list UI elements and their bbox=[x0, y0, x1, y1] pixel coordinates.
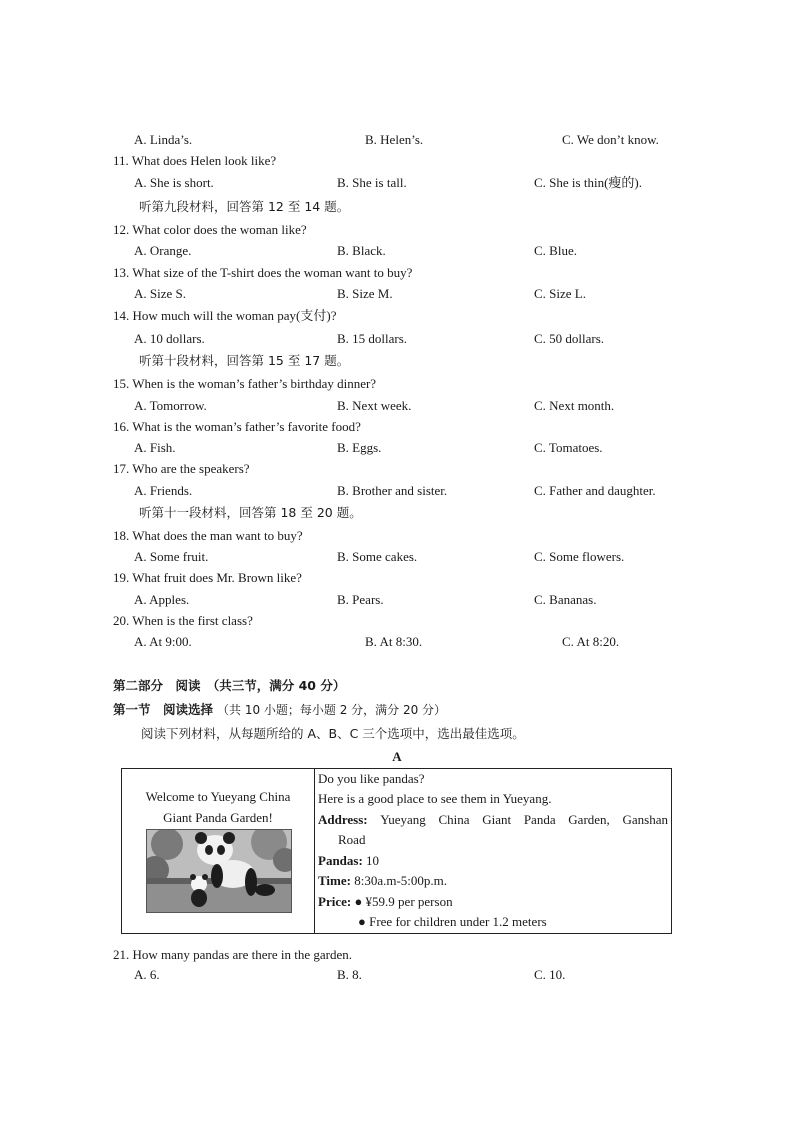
q19-stem: 19. What fruit does Mr. Brown like? bbox=[113, 570, 302, 585]
section1-instruction: 阅读下列材料，从每题所给的 A、B、C 三个选项中，选出最佳选项。 bbox=[141, 726, 525, 741]
panda-garden-ad bbox=[121, 768, 672, 934]
q13-stem: 13. What size of the T-shirt does the woman want to buy? bbox=[113, 265, 413, 280]
q14-option-b: B. 15 dollars. bbox=[337, 331, 408, 346]
q10-option-c: C. We don’t know. bbox=[562, 132, 659, 147]
address-word: Garden, bbox=[568, 812, 610, 827]
q21-option-b: B. 8. bbox=[337, 967, 362, 982]
instruction-section-11: 听第十一段材料，回答第 18 至 20 题。 bbox=[139, 505, 362, 520]
ad-welcome-line-1: Welcome to Yueyang China bbox=[145, 789, 291, 804]
q12-option-a: A. Orange. bbox=[134, 243, 192, 258]
price-item-1: ● ¥59.9 per person bbox=[354, 894, 453, 909]
q14-option-c: C. 50 dollars. bbox=[534, 331, 605, 346]
ad-address-continued: Road bbox=[338, 832, 366, 847]
pandas-value: 10 bbox=[366, 853, 380, 868]
q18-option-c: C. Some flowers. bbox=[534, 549, 625, 564]
instruction-section-10: 听第十段材料，回答第 15 至 17 题。 bbox=[139, 353, 350, 368]
q19-option-a: A. Apples. bbox=[134, 592, 190, 607]
q15-option-a: A. Tomorrow. bbox=[134, 398, 207, 413]
q13-option-b: B. Size M. bbox=[337, 286, 393, 301]
q15-stem: 15. When is the woman’s father’s birthday dinner? bbox=[113, 376, 377, 391]
q20-stem: 20. When is the first class? bbox=[113, 613, 253, 628]
q10-option-a: A. Linda’s. bbox=[134, 132, 193, 147]
time-label: Time: bbox=[318, 873, 351, 888]
q17-option-b: B. Brother and sister. bbox=[337, 483, 448, 498]
q15-option-b: B. Next week. bbox=[337, 398, 412, 413]
q16-option-b: B. Eggs. bbox=[337, 440, 382, 455]
q12-option-c: C. Blue. bbox=[534, 243, 577, 258]
q20-option-a: A. At 9:00. bbox=[134, 634, 192, 649]
ad-pandas-line bbox=[318, 851, 379, 871]
q13-option-a: A. Size S. bbox=[134, 286, 186, 301]
price-item-2: ● Free for children under 1.2 meters bbox=[358, 914, 547, 929]
address-word: China bbox=[438, 812, 470, 827]
q12-stem: 12. What color does the woman like? bbox=[113, 222, 307, 237]
q18-option-a: A. Some fruit. bbox=[134, 549, 209, 564]
q16-option-c: C. Tomatoes. bbox=[534, 440, 603, 455]
q19-option-c: C. Bananas. bbox=[534, 592, 597, 607]
address-word: Ganshan bbox=[622, 812, 668, 827]
q10-option-b: B. Helen’s. bbox=[365, 132, 424, 147]
address-word: Giant bbox=[482, 812, 512, 827]
q17-stem: 17. Who are the speakers? bbox=[113, 461, 250, 476]
ad-welcome-line-2: Giant Panda Garden! bbox=[163, 810, 273, 825]
q19-option-b: B. Pears. bbox=[337, 592, 384, 607]
section1-note: （共 10 小题；每小题 2 分，满分 20 分） bbox=[217, 703, 447, 717]
q18-option-b: B. Some cakes. bbox=[337, 549, 418, 564]
panda-statue-photo bbox=[146, 829, 292, 913]
q21-option-a: A. 6. bbox=[134, 967, 160, 982]
section1-heading bbox=[113, 702, 446, 718]
q18-stem: 18. What does the man want to buy? bbox=[113, 528, 303, 543]
q16-option-a: A. Fish. bbox=[134, 440, 176, 455]
q11-option-b: B. She is tall. bbox=[337, 175, 407, 190]
pandas-label: Pandas: bbox=[318, 853, 363, 868]
q21-option-c: C. 10. bbox=[534, 967, 566, 982]
q14-stem: 14. How much will the woman pay(支付)? bbox=[113, 308, 337, 323]
q12-option-b: B. Black. bbox=[337, 243, 386, 258]
address-word: Panda bbox=[523, 812, 556, 827]
q16-stem: 16. What is the woman’s father’s favorite food? bbox=[113, 419, 361, 434]
instruction-section-9: 听第九段材料，回答第 12 至 14 题。 bbox=[139, 199, 350, 214]
q14-option-a: A. 10 dollars. bbox=[134, 331, 205, 346]
time-value: 8:30a.m-5:00p.m. bbox=[354, 873, 448, 888]
ad-price-line bbox=[318, 892, 453, 912]
address-label: Address: bbox=[318, 812, 368, 827]
price-label: Price: bbox=[318, 894, 352, 909]
q11-option-c: C. She is thin(瘦的). bbox=[534, 175, 642, 190]
ad-address-line bbox=[318, 810, 668, 830]
passage-label: A bbox=[392, 749, 402, 764]
ad-good-place-line: Here is a good place to see them in Yueyang. bbox=[318, 791, 552, 806]
q21-stem: 21. How many pandas are there in the garden. bbox=[113, 947, 352, 962]
q13-option-c: C. Size L. bbox=[534, 286, 586, 301]
part2-heading: 第二部分 阅读 （共三节，满分 40 分） bbox=[113, 678, 346, 693]
q20-option-c: C. At 8:20. bbox=[562, 634, 620, 649]
ad-question-line: Do you like pandas? bbox=[318, 771, 425, 786]
q20-option-b: B. At 8:30. bbox=[365, 634, 423, 649]
q15-option-c: C. Next month. bbox=[534, 398, 615, 413]
ad-divider bbox=[314, 769, 315, 933]
section1-title: 第一节 阅读选择 bbox=[113, 702, 214, 717]
q17-option-c: C. Father and daughter. bbox=[534, 483, 656, 498]
ad-time-line bbox=[318, 871, 447, 891]
q11-option-a: A. She is short. bbox=[134, 175, 214, 190]
q17-option-a: A. Friends. bbox=[134, 483, 193, 498]
q11-stem: 11. What does Helen look like? bbox=[113, 153, 277, 168]
address-word: Yueyang bbox=[380, 812, 426, 827]
